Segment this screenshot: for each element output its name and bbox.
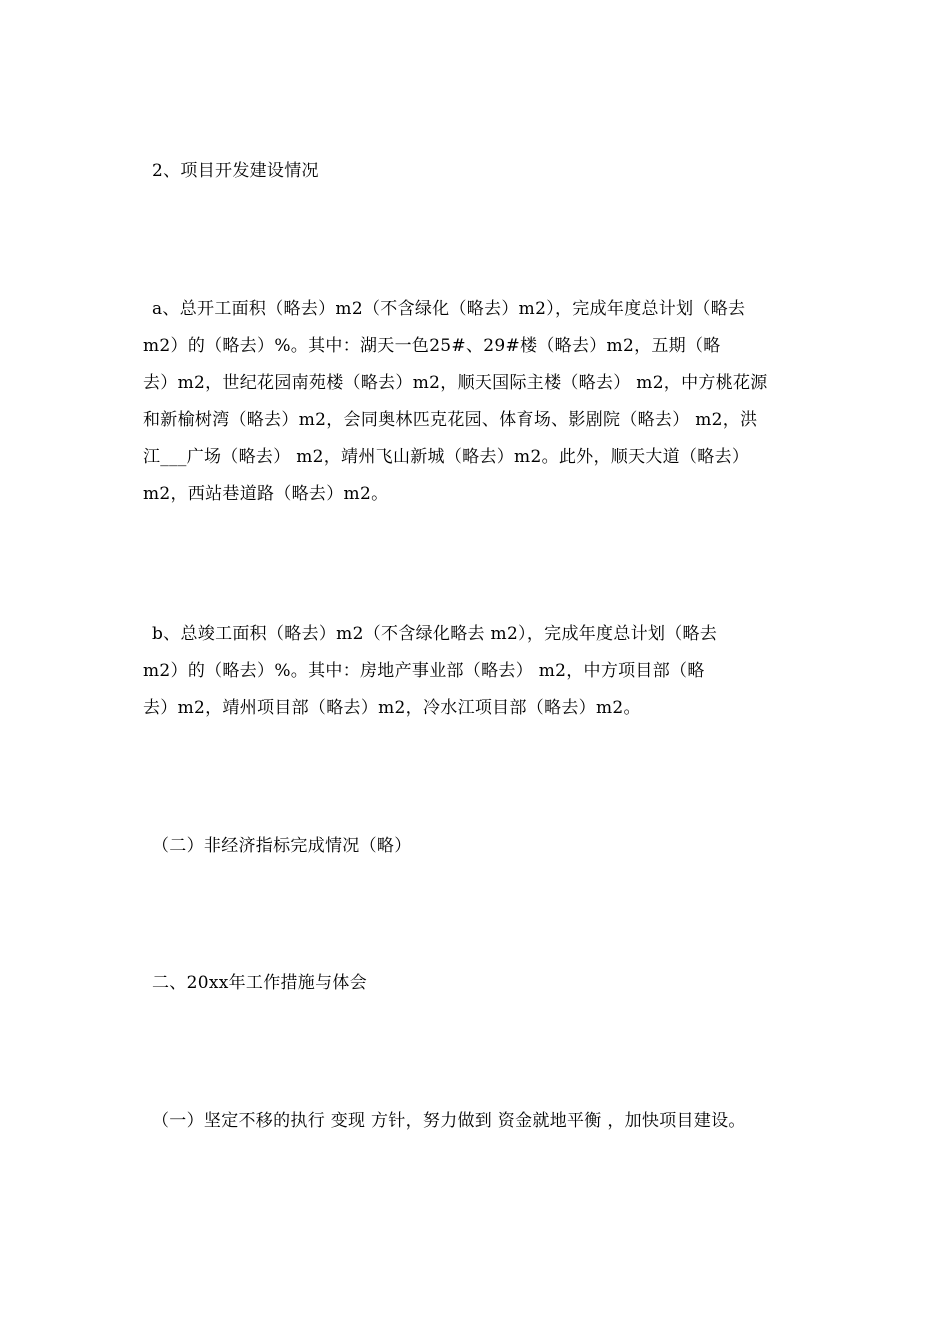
paragraph-b-line-3: 去）m2，靖州项目部（略去）m2，冷水江项目部（略去）m2。 (143, 698, 641, 718)
paragraph-a-line-1: a、总开工面积（略去）m2（不含绿化（略去）m2），完成年度总计划（略去 (152, 299, 746, 319)
paragraph-a-line-4: 和新榆树湾（略去）m2，会同奥林匹克花园、体育场、影剧院（略去） m2，洪 (143, 410, 758, 430)
section-heading-work-measures: 二、20xx年工作措施与体会 (152, 973, 368, 993)
section-heading-project-development: 2、项目开发建设情况 (152, 161, 319, 181)
section-heading-measure-one: （一）坚定不移的执行 变现 方针，努力做到 资金就地平衡 ，加快项目建设。 (152, 1111, 746, 1131)
section-heading-non-economic: （二）非经济指标完成情况（略） (152, 836, 412, 856)
paragraph-b-line-1: b、总竣工面积（略去）m2（不含绿化略去 m2），完成年度总计划（略去 (152, 624, 718, 644)
paragraph-a-line-3: 去）m2，世纪花园南苑楼（略去）m2，顺天国际主楼（略去） m2，中方桃花源 (143, 373, 768, 393)
paragraph-a-line-6: m2，西站巷道路（略去）m2。 (143, 484, 389, 504)
paragraph-b-line-2: m2）的（略去）%。其中：房地产事业部（略去） m2，中方项目部（略 (143, 661, 705, 681)
paragraph-a-line-5: 江___广场（略去） m2，靖州飞山新城（略去）m2。此外，顺天大道（略去） (143, 447, 750, 467)
paragraph-a-line-2: m2）的（略去）%。其中：湖天一色25#、29#楼（略去）m2，五期（略 (143, 336, 721, 356)
